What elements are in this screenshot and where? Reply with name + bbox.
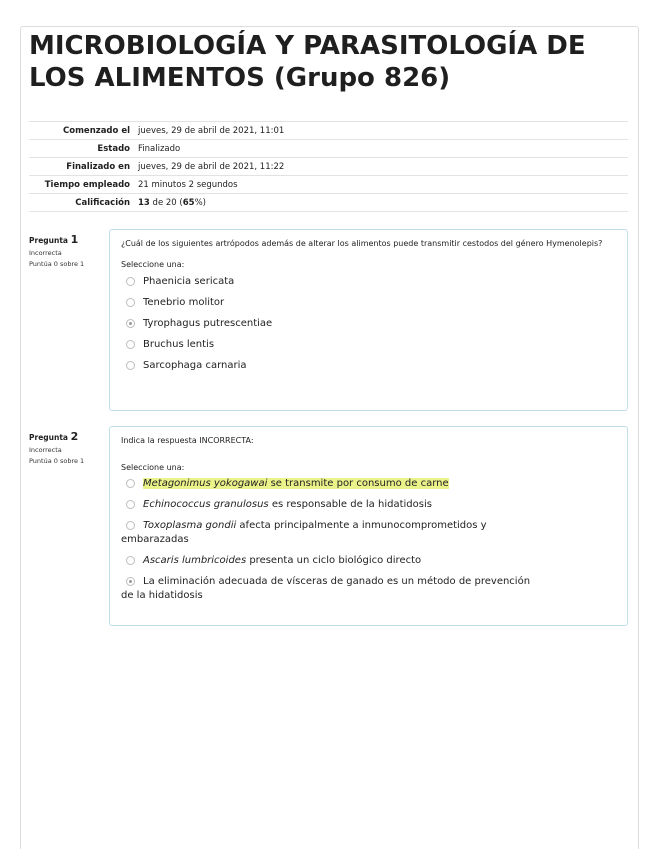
option-italic-term: Ascaris lumbricoides	[143, 555, 247, 566]
radio-button[interactable]	[126, 277, 135, 286]
question-text: ¿Cuál de los siguientes artrópodos además de alterar los alimentos puede transmitir cestodos del género Hymenolepis?	[121, 239, 603, 248]
summary-value: 21 minutos 2 segundos	[134, 176, 628, 194]
grade-total: de 20 (	[149, 197, 183, 208]
answer-option[interactable]	[110, 575, 627, 603]
radio-button[interactable]	[126, 479, 135, 488]
question-label: Pregunta	[29, 433, 68, 442]
option-label-continued: embarazadas	[121, 534, 189, 545]
question-index: 1	[70, 233, 79, 246]
answer-option[interactable]	[110, 317, 627, 331]
question-text: Indica la respuesta INCORRECTA:	[121, 436, 254, 445]
answer-option[interactable]	[110, 554, 627, 568]
summary-label: Calificación	[29, 194, 134, 212]
page-title: MICROBIOLOGÍA Y PARASITOLOGÍA DE LOS ALIMENTOS (Grupo 826)	[29, 31, 586, 93]
answer-prompt: Seleccione una:	[121, 463, 185, 472]
answer-option[interactable]	[110, 275, 627, 289]
option-italic-term: Echinococcus granulosus	[143, 499, 269, 510]
summary-row	[29, 122, 628, 140]
radio-button[interactable]	[126, 556, 135, 565]
summary-label: Tiempo empleado	[29, 176, 134, 194]
option-label: Tyrophagus putrescentiae	[143, 318, 273, 329]
answer-option[interactable]	[110, 477, 627, 491]
radio-button[interactable]	[126, 340, 135, 349]
option-label: se transmite por consumo de carne	[267, 478, 449, 489]
option-label-continued: de la hidatidosis	[121, 590, 203, 601]
radio-button[interactable]	[126, 361, 135, 370]
answer-option[interactable]	[110, 359, 627, 373]
option-label: presenta un ciclo biológico directo	[246, 555, 422, 566]
option-italic-term: Metagonimus yokogawai	[143, 478, 268, 489]
question-number	[29, 233, 104, 246]
option-label: Tenebrio molitor	[143, 297, 225, 308]
question-2-info	[29, 430, 104, 465]
question-1-box	[109, 229, 628, 411]
radio-button-selected[interactable]	[126, 577, 135, 586]
option-label: es responsable de la hidatidosis	[268, 499, 432, 510]
question-number	[29, 430, 104, 443]
summary-row	[29, 140, 628, 158]
attempt-summary-table	[29, 121, 628, 212]
summary-value: jueves, 29 de abril de 2021, 11:22	[134, 158, 628, 176]
question-grade: Puntúa 0 sobre 1	[29, 457, 85, 465]
question-2-box	[109, 426, 628, 626]
summary-label: Estado	[29, 140, 134, 158]
radio-button[interactable]	[126, 521, 135, 530]
radio-button[interactable]	[126, 298, 135, 307]
question-state: Incorrecta	[29, 446, 62, 454]
answer-option[interactable]	[110, 498, 627, 512]
grade-end: %)	[194, 197, 206, 208]
grade-score: 13	[138, 197, 150, 208]
answer-option[interactable]	[110, 296, 627, 310]
option-label: Bruchus lentis	[143, 339, 215, 350]
summary-value: Finalizado	[134, 140, 628, 158]
summary-row	[29, 176, 628, 194]
summary-label: Comenzado el	[29, 122, 134, 140]
option-label: La eliminación adecuada de vísceras de ganado es un método de prevención	[143, 576, 531, 587]
question-index: 2	[70, 430, 79, 443]
summary-row	[29, 158, 628, 176]
summary-row	[29, 194, 628, 212]
question-1-info	[29, 233, 104, 268]
answer-option[interactable]	[110, 519, 627, 547]
summary-label: Finalizado en	[29, 158, 134, 176]
highlighted-option-label	[143, 478, 449, 489]
question-grade: Puntúa 0 sobre 1	[29, 260, 85, 268]
answer-prompt: Seleccione una:	[121, 260, 185, 269]
option-label: Sarcophaga carnaria	[143, 360, 247, 371]
grade-percent: 65	[182, 197, 195, 208]
option-label: Phaenicia sericata	[143, 276, 235, 287]
question-label: Pregunta	[29, 236, 68, 245]
radio-button-selected[interactable]	[126, 319, 135, 328]
radio-button[interactable]	[126, 500, 135, 509]
summary-value: jueves, 29 de abril de 2021, 11:01	[134, 122, 628, 140]
option-italic-term: Toxoplasma gondii	[143, 520, 237, 531]
option-label: afecta principalmente a inmunocomprometidos y	[236, 520, 487, 531]
answer-option[interactable]	[110, 338, 627, 352]
summary-value	[134, 194, 628, 212]
question-state: Incorrecta	[29, 249, 62, 257]
